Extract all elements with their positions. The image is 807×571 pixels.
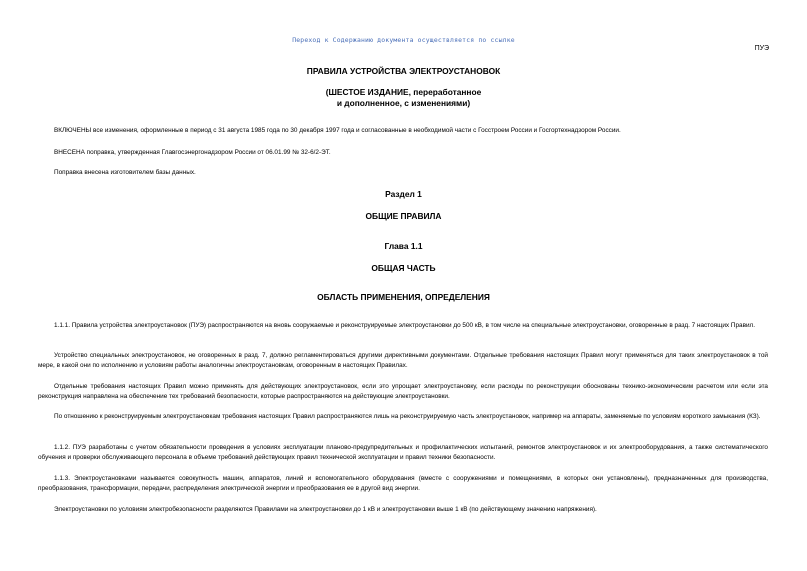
edition-line-1: (ШЕСТОЕ ИЗДАНИЕ, переработанное	[325, 87, 482, 97]
paragraph: Электроустановки по условиям электробезопасности разделяются Правилами на электроустановки до 1 кВ и электроустановки выше 1 кВ (по действующему значению напряжения).	[54, 506, 597, 513]
subsection-title: ОБЛАСТЬ ПРИМЕНЕНИЯ, ОПРЕДЕЛЕНИЯ	[317, 292, 490, 302]
paragraph-1-1-3: 1.1.3. Электроустановками называется совокупность машин, аппаратов, линий и вспомогательного оборудования (вместе с сооружениями и помещениями, в которых они установлены), предназначенных для производства, преобразования, трансформации, передачи, распределения электрической энергии и преобразования ее в другой вид энергии.	[38, 475, 768, 493]
paragraph: Устройство специальных электроустановок, не оговоренных в разд. 7, должно регламентироваться другими директивными документами. Отдельные требования настоящих Правил могут применяться для таких электроустановок в той мере, в какой они по исполнению и условиям работы аналогичны электроустановкам, оговоренным в настоящих Правилах.	[38, 352, 768, 370]
chapter-heading: Глава 1.1	[384, 241, 423, 251]
changes-note: ВКЛЮЧЕНЫ все изменения, оформленные в период с 31 августа 1985 года по 30 декабря 1997 года и согласованные в необходимой части с Госстроем России и Госгортехнадзором России.	[54, 127, 621, 134]
document-code: ПУЭ	[754, 45, 769, 52]
toc-link[interactable]: Переход к Содержанию документа осуществляется по ссылке	[292, 36, 515, 44]
edition-note	[0, 87, 807, 109]
database-note: Поправка внесена изготовителем базы данных.	[54, 169, 196, 176]
paragraph-1-1-1: 1.1.1. Правила устройства электроустановок (ПУЭ) распространяются на вновь сооружаемые и реконструируемые электроустановки до 500 кВ, в том числе на специальные электроустановки, оговоренные в разд. 7 настоящих Правил.	[54, 322, 756, 329]
section-title: ОБЩИЕ ПРАВИЛА	[365, 211, 442, 221]
section-heading: Раздел 1	[385, 189, 422, 199]
document-title: ПРАВИЛА УСТРОЙСТВА ЭЛЕКТРОУСТАНОВОК	[306, 66, 501, 76]
paragraph: Отдельные требования настоящих Правил можно применять для действующих электроустановок, если это упрощает электроустановку, если расходы по реконструкции обоснованы технико-экономическим расчетом или если эта реконструкция направлена на обеспечение тех требований безопасности, которые распространяются на действующие электроустановки.	[38, 383, 768, 401]
paragraph-1-1-2: 1.1.2. ПУЭ разработаны с учетом обязательности проведения в условиях эксплуатации планово-предупредительных и профилактических испытаний, ремонтов электроустановок и их электрооборудования, а также систематического обучения и проверки обслуживающего персонала в объеме требований действующих правил технической эксплуатации и правил техники безопасности.	[38, 444, 768, 462]
paragraph: По отношению к реконструируемым электроустановкам требования настоящих Правил распространяются лишь на реконструируемую часть электроустановок, например на аппараты, заменяемые по условиям короткого замыкания (КЗ).	[54, 413, 761, 420]
edition-line-2: и дополненное, с изменениями)	[336, 98, 471, 108]
chapter-title: ОБЩАЯ ЧАСТЬ	[371, 263, 436, 273]
amendment-note: ВНЕСЕНА поправка, утвержденная Главгосэнергонадзором России от 06.01.99 № 32-6/2-ЭТ.	[54, 149, 331, 156]
